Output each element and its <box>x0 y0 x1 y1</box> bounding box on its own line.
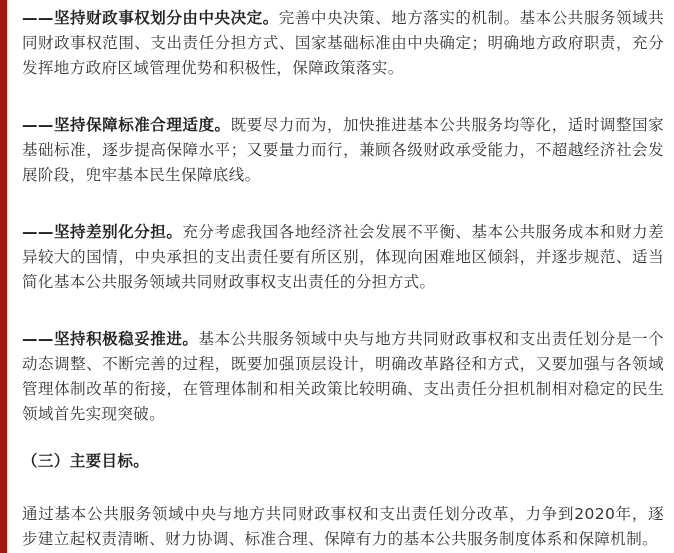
principle-text-1: 完善中央决策、地方落实的机制。基本公共服务领域共同财政事权范围、支出责任分担方式、国家基础标准由中央确定；明确地方政府职责，充分发挥地方政府区域管理优势和积极性，保障政策落实。 <box>22 9 664 77</box>
principle-paragraph-4 <box>22 327 664 427</box>
principle-lead-3: ——坚持差别化分担。 <box>22 223 183 241</box>
principle-paragraph-1 <box>22 6 664 81</box>
left-accent-bar <box>0 0 7 553</box>
principle-text-3: 充分考虑我国各地经济社会发展不平衡、基本公共服务成本和财力差异较大的国情，中央承担的支出责任要有所区别，体现向困难地区倾斜，并逐步规范、适当简化基本公共服务领域共同财政事权支出责任的分担方式。 <box>22 223 664 291</box>
principle-lead-4: ——坚持积极稳妥推进。 <box>22 330 199 348</box>
principle-text-4: 基本公共服务领域中央与地方共同财政事权和支出责任划分是一个动态调整、不断完善的过程，既要加强顶层设计，明确改革路径和方式，又要加强与各领域管理体制改革的衔接，在管理体制和相关政策比较明确、支出责任分担机制相对稳定的民生领域首先实现突破。 <box>22 330 664 423</box>
goal-paragraph: 通过基本公共服务领域中央与地方共同财政事权和支出责任划分改革，力争到2020年，逐步建立起权责清晰、财力协调、标准合理、保障有力的基本公共服务制度体系和保障机制。 <box>22 505 664 548</box>
section-heading: （三）主要目标。 <box>22 452 150 470</box>
principle-paragraph-3 <box>22 220 664 295</box>
principle-paragraph-2 <box>22 113 664 188</box>
principle-text-2: 既要尽力而为，加快推进基本公共服务均等化，适时调整国家基础标准，逐步提高保障水平；又要量力而行，兼顾各级财政承受能力，不超越经济社会发展阶段，兜牢基本民生保障底线。 <box>22 116 664 184</box>
principle-lead-2: ——坚持保障标准合理适度。 <box>22 116 231 134</box>
principle-lead-1: ——坚持财政事权划分由中央决定。 <box>22 9 279 27</box>
article-body <box>22 6 664 552</box>
